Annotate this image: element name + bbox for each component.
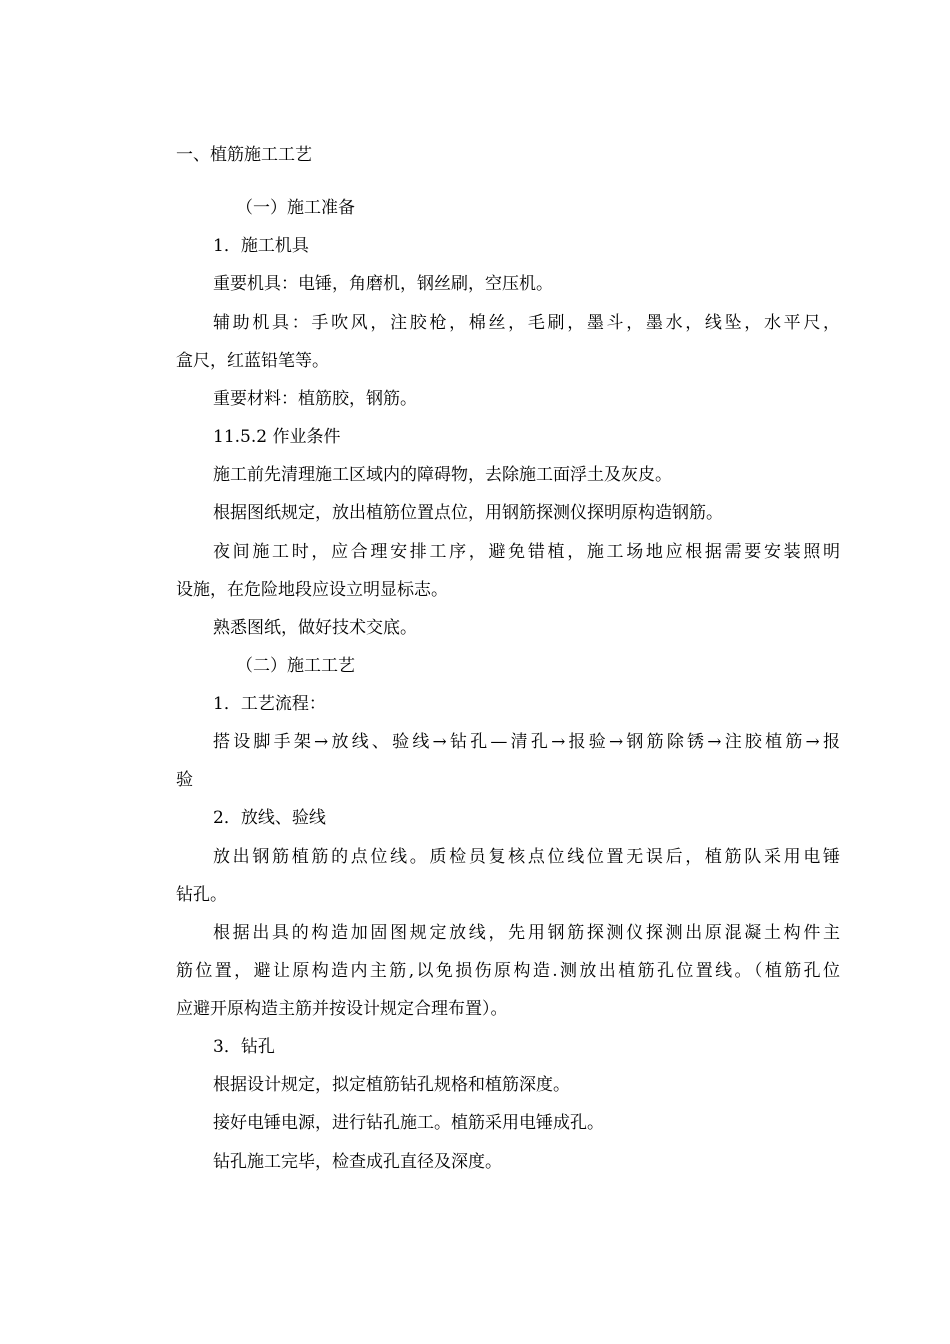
paragraph-aux-tools-line1: 辅助机具：手吹风，注胶枪，棉丝，毛刷，墨斗，墨水，线坠，水平尺， <box>213 313 840 333</box>
paragraph-condition-1: 施工前先清理施工区域内的障碍物，去除施工面浮土及灰皮。 <box>213 465 672 485</box>
paragraph-aux-tools-line2: 盒尺，红蓝铅笔等。 <box>176 351 329 371</box>
item-heading-layout: 2．放线、验线 <box>213 808 326 828</box>
paragraph-layout-1-line2: 钻孔。 <box>176 885 227 905</box>
paragraph-layout-1-line1: 放出钢筋植筋的点位线。质检员复核点位线位置无误后，植筋队采用电锤 <box>213 847 840 867</box>
section-heading-preparation: （一）施工准备 <box>236 198 355 218</box>
paragraph-layout-2-line1: 根据出具的构造加固图规定放线，先用钢筋探测仪探测出原混凝土构件主 <box>213 923 840 943</box>
item-heading-flow: 1．工艺流程： <box>213 694 326 714</box>
paragraph-flow-line1: 搭设脚手架→放线、验线→钻孔—清孔→报验→钢筋除锈→注胶植筋→报 <box>213 732 840 752</box>
paragraph-layout-2-line2: 筋位置，避让原构造内主筋,以免损伤原构造.测放出植筋孔位置线。（植筋孔位 <box>176 961 840 981</box>
paragraph-drilling-2: 接好电锤电源，进行钻孔施工。植筋采用电锤成孔。 <box>213 1113 604 1133</box>
paragraph-flow-line2: 验 <box>176 770 193 790</box>
paragraph-condition-3-line2: 设施，在危险地段应设立明显标志。 <box>176 580 448 600</box>
paragraph-layout-2-line3: 应避开原构造主筋并按设计规定合理布置）。 <box>176 999 508 1019</box>
paragraph-condition-2: 根据图纸规定，放出植筋位置点位，用钢筋探测仪探明原构造钢筋。 <box>213 503 723 523</box>
document-title: 一、植筋施工工艺 <box>176 145 312 165</box>
paragraph-drilling-1: 根据设计规定，拟定植筋钻孔规格和植筋深度。 <box>213 1075 570 1095</box>
paragraph-main-tools: 重要机具：电锤，角磨机，钢丝刷，空压机。 <box>213 274 553 294</box>
item-heading-drilling: 3．钻孔 <box>213 1037 275 1057</box>
paragraph-condition-3-line1: 夜间施工时，应合理安排工序，避免错植，施工场地应根据需要安装照明 <box>213 542 840 562</box>
item-heading-tools: 1．施工机具 <box>213 236 309 256</box>
paragraph-drilling-3: 钻孔施工完毕，检查成孔直径及深度。 <box>213 1152 502 1172</box>
section-heading-process: （二）施工工艺 <box>236 656 355 676</box>
paragraph-main-materials: 重要材料：植筋胶，钢筋。 <box>213 389 417 409</box>
subsection-heading-conditions: 11.5.2 作业条件 <box>213 427 341 447</box>
paragraph-condition-4: 熟悉图纸，做好技术交底。 <box>213 618 417 638</box>
